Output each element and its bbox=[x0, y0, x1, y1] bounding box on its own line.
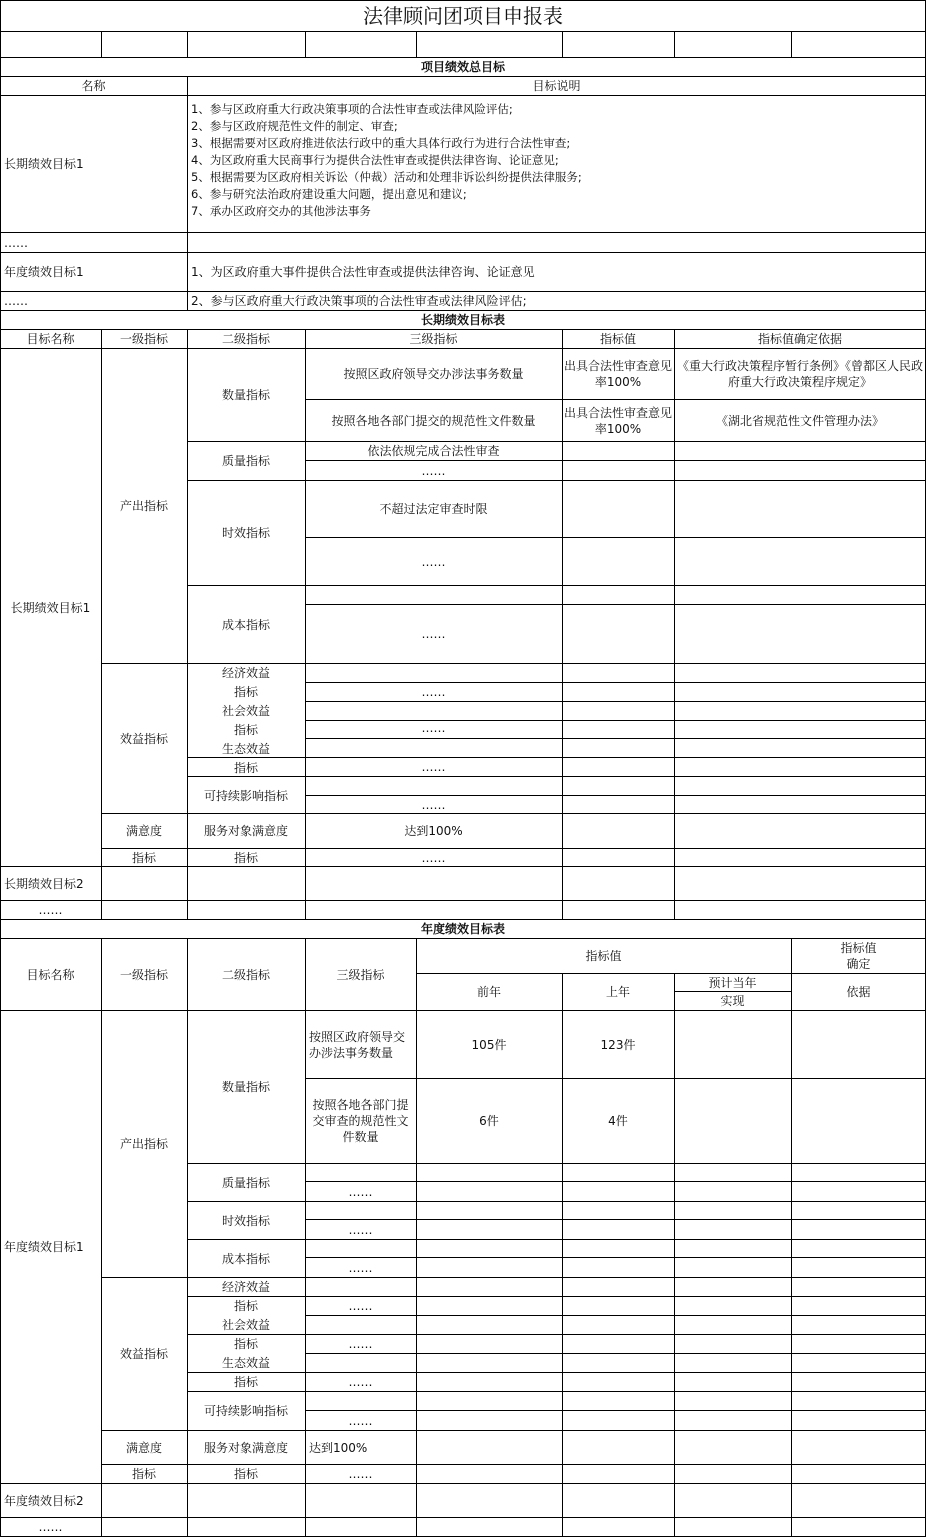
grid-line bbox=[0, 866, 926, 867]
grid-line bbox=[791, 31, 792, 57]
long-social-benefit-2: 指标 bbox=[233, 723, 258, 737]
grid-line bbox=[187, 776, 926, 777]
grid-line bbox=[791, 938, 792, 1537]
annual-service-satisfaction: 服务对象满意度 bbox=[203, 1440, 288, 1455]
annual-quantity-last-1: 123件 bbox=[600, 1037, 636, 1052]
overall-ellipsis-1: …… bbox=[4, 235, 28, 250]
annual-table-title: 年度绩效目标表 bbox=[420, 922, 505, 936]
annual-header-value: 指标值 bbox=[585, 949, 622, 963]
long-social-benefit: 社会效益 bbox=[221, 704, 270, 718]
grid-line bbox=[187, 1334, 926, 1335]
grid-line bbox=[305, 738, 926, 739]
grid-line bbox=[416, 973, 926, 974]
long-satisfaction-ellipsis: …… bbox=[421, 850, 446, 865]
long-goal-ellipsis: …… bbox=[38, 903, 63, 917]
annual-quantity-item-1: 按照区政府领导交办涉法事务数量 bbox=[309, 1029, 406, 1060]
grid-line bbox=[305, 460, 926, 461]
grid-line bbox=[674, 991, 791, 992]
annual-quantity-indicator: 数量指标 bbox=[221, 1080, 270, 1094]
long-service-satisfaction: 服务对象满意度 bbox=[203, 824, 288, 838]
long-header-basis: 指标值确定依据 bbox=[757, 332, 842, 346]
annual-economic-ellipsis: …… bbox=[348, 1299, 373, 1313]
overall-long-label: 长期绩效目标1 bbox=[4, 157, 84, 171]
grid-line bbox=[0, 348, 926, 349]
grid-line bbox=[0, 0, 1, 1537]
overall-long-description bbox=[187, 96, 926, 232]
grid-line bbox=[0, 1483, 926, 1484]
annual-header-basis-line2: 确定 bbox=[846, 957, 871, 971]
grid-line bbox=[101, 663, 926, 664]
grid-line bbox=[187, 1391, 926, 1392]
annual-header-level3: 三级指标 bbox=[336, 967, 385, 982]
grid-line bbox=[305, 682, 926, 683]
overall-col-desc: 目标说明 bbox=[532, 79, 581, 93]
grid-line bbox=[187, 76, 188, 310]
grid-line bbox=[674, 973, 675, 1537]
grid-line bbox=[101, 848, 926, 849]
grid-line bbox=[0, 57, 926, 58]
annual-satisfaction-ellipsis: …… bbox=[348, 1467, 373, 1481]
grid-line bbox=[0, 1517, 926, 1518]
annual-quantity-prev-1: 105件 bbox=[471, 1037, 507, 1052]
grid-line bbox=[187, 938, 188, 1537]
long-quantity-item-2: 按照各地各部门提交的规范性文件数量 bbox=[331, 413, 536, 428]
long-goal-item: 1、参与区政府重大行政决策事项的合法性审查或法律风险评估; bbox=[191, 102, 513, 116]
long-ecological-benefit-2: 指标 bbox=[233, 761, 258, 775]
grid-line bbox=[101, 329, 102, 919]
annual-quantity-last-2: 4件 bbox=[608, 1114, 628, 1128]
long-economic-ellipsis: …… bbox=[421, 685, 446, 699]
grid-line bbox=[101, 938, 102, 1537]
long-satisfaction-indicator: 满意度 bbox=[125, 824, 162, 838]
grid-line bbox=[187, 757, 926, 758]
annual-quality-indicator: 质量指标 bbox=[221, 1175, 270, 1190]
long-goal-item: 5、根据需要为区政府相关诉讼（仲裁）活动和处理非诉讼纠纷提供法律服务; bbox=[191, 170, 582, 184]
long-quantity-value-2: 出具合法性审查意见率100% bbox=[564, 405, 673, 436]
annual-output-indicator: 产出指标 bbox=[119, 1137, 168, 1151]
annual-economic-benefit-2: 指标 bbox=[233, 1299, 258, 1313]
grid-line bbox=[187, 1163, 926, 1164]
grid-line bbox=[0, 252, 926, 253]
grid-line bbox=[305, 795, 926, 796]
long-goal-item: 3、根据需要对区政府推进依法行政中的重大具体行政行为进行合法性审查; bbox=[191, 136, 571, 150]
annual-header-level2: 二级指标 bbox=[221, 967, 270, 982]
grid-line bbox=[0, 76, 926, 77]
grid-line bbox=[305, 720, 926, 721]
grid-line bbox=[305, 329, 306, 919]
grid-line bbox=[562, 973, 563, 1537]
long-header-value: 指标值 bbox=[599, 332, 636, 346]
grid-line bbox=[305, 1257, 926, 1258]
grid-line bbox=[562, 329, 563, 919]
long-timeliness-ellipsis: …… bbox=[421, 554, 446, 569]
annual-goal-2: 年度绩效目标2 bbox=[4, 1493, 84, 1508]
grid-line bbox=[187, 1239, 926, 1240]
long-sustainability-ellipsis: …… bbox=[421, 797, 446, 812]
long-header-level1: 一级指标 bbox=[119, 332, 168, 346]
grid-line bbox=[674, 31, 675, 57]
long-cost-indicator: 成本指标 bbox=[221, 617, 270, 632]
annual-header-expected-2: 实现 bbox=[720, 994, 745, 1008]
overall-annual-item-1: 1、为区政府重大事件提供合法性审查或提供法律咨询、论证意见 bbox=[191, 265, 535, 279]
long-table-title: 长期绩效目标表 bbox=[420, 313, 505, 327]
annual-satisfaction-indicator-2: 指标 bbox=[131, 1467, 156, 1481]
grid-line bbox=[305, 701, 926, 702]
grid-line bbox=[0, 938, 926, 939]
long-quality-indicator: 质量指标 bbox=[221, 454, 270, 468]
grid-line bbox=[305, 1078, 926, 1079]
grid-line bbox=[562, 31, 563, 57]
annual-header-basis bbox=[791, 939, 926, 973]
annual-social-benefit-2: 指标 bbox=[233, 1337, 258, 1351]
annual-header-expected: 预计当年 bbox=[708, 975, 757, 990]
grid-line bbox=[187, 1296, 926, 1297]
long-header-goal: 目标名称 bbox=[26, 332, 75, 346]
grid-line bbox=[305, 1315, 926, 1316]
overall-ellipsis-2: …… bbox=[4, 294, 28, 308]
long-timeliness-item: 不超过法定审查时限 bbox=[379, 502, 488, 516]
long-ecological-ellipsis: …… bbox=[421, 760, 446, 774]
grid-line bbox=[0, 291, 926, 292]
grid-line bbox=[0, 95, 926, 96]
long-header-level3: 三级指标 bbox=[409, 332, 458, 346]
annual-cost-ellipsis: …… bbox=[348, 1260, 373, 1275]
annual-goal-ellipsis: …… bbox=[38, 1520, 63, 1534]
annual-social-benefit: 社会效益 bbox=[221, 1318, 270, 1332]
overall-col-name: 名称 bbox=[81, 79, 106, 93]
long-timeliness-indicator: 时效指标 bbox=[221, 526, 270, 540]
grid-line bbox=[0, 310, 926, 311]
grid-line bbox=[101, 813, 926, 814]
long-goal-1: 长期绩效目标1 bbox=[10, 600, 91, 615]
overall-section-title: 项目绩效总目标 bbox=[420, 60, 505, 74]
annual-social-ellipsis: …… bbox=[348, 1337, 373, 1351]
annual-quantity-item-2: 按照各地各部门提交审查的规范性文件数量 bbox=[312, 1098, 409, 1144]
annual-benefit-indicator: 效益指标 bbox=[119, 1347, 168, 1361]
annual-ecological-benefit-2: 指标 bbox=[233, 1375, 258, 1389]
annual-ecological-benefit: 生态效益 bbox=[221, 1356, 270, 1370]
grid-line bbox=[187, 480, 926, 481]
annual-header-basis-3: 依据 bbox=[846, 985, 871, 999]
long-output-indicator: 产出指标 bbox=[119, 499, 168, 513]
long-social-ellipsis: …… bbox=[421, 721, 446, 735]
long-goal-item: 6、参与研究法治政府建设重大问题，提出意见和建议; bbox=[191, 187, 467, 201]
grid-line bbox=[0, 232, 926, 233]
long-satisfaction-indicator-2: 指标 bbox=[131, 850, 156, 865]
long-service-satisfaction-2: 指标 bbox=[233, 850, 258, 865]
long-ecological-benefit: 生态效益 bbox=[221, 742, 270, 756]
annual-sustainability-indicator: 可持续影响指标 bbox=[203, 1404, 288, 1418]
annual-goal-1: 年度绩效目标1 bbox=[4, 1240, 84, 1254]
long-header-level2: 二级指标 bbox=[221, 332, 270, 346]
grid-line bbox=[305, 1219, 926, 1220]
annual-service-satisfaction-2: 指标 bbox=[233, 1467, 258, 1481]
grid-line bbox=[0, 919, 926, 920]
long-quantity-indicator: 数量指标 bbox=[221, 388, 270, 402]
grid-line bbox=[0, 0, 926, 1]
grid-line bbox=[305, 1410, 926, 1411]
long-satisfaction-value: 达到100% bbox=[404, 824, 463, 838]
long-sustainability-indicator: 可持续影响指标 bbox=[203, 788, 288, 803]
annual-cost-indicator: 成本指标 bbox=[221, 1251, 270, 1266]
annual-header-basis-line1: 指标值 bbox=[840, 941, 877, 955]
grid-line bbox=[674, 329, 675, 919]
grid-line bbox=[101, 1464, 926, 1465]
long-goal-2: 长期绩效目标2 bbox=[4, 876, 84, 891]
grid-line bbox=[416, 31, 417, 57]
annual-sustainability-ellipsis: …… bbox=[348, 1413, 373, 1428]
long-quality-ellipsis: …… bbox=[421, 463, 446, 478]
annual-header-level1: 一级指标 bbox=[119, 967, 168, 982]
grid-line bbox=[187, 441, 926, 442]
annual-quantity-prev-2: 6件 bbox=[479, 1114, 499, 1128]
grid-line bbox=[305, 604, 926, 605]
grid-line bbox=[187, 1372, 926, 1373]
annual-satisfaction-value: 达到100% bbox=[309, 1440, 368, 1455]
annual-timeliness-indicator: 时效指标 bbox=[221, 1213, 270, 1228]
form-title: 法律顾问团项目申报表 bbox=[363, 3, 563, 28]
annual-header-goal: 目标名称 bbox=[26, 967, 75, 982]
annual-header-last-year: 上年 bbox=[605, 985, 630, 999]
grid-line bbox=[305, 31, 306, 57]
annual-ecological-ellipsis: …… bbox=[348, 1375, 373, 1389]
long-goal-item: 2、参与区政府规范性文件的制定、审查; bbox=[191, 119, 398, 133]
grid-line bbox=[187, 31, 188, 57]
grid-line bbox=[0, 1010, 926, 1011]
long-quantity-item-1: 按照区政府领导交办涉法事务数量 bbox=[343, 367, 524, 381]
grid-line bbox=[305, 1353, 926, 1354]
grid-line bbox=[0, 329, 926, 330]
annual-satisfaction-indicator: 满意度 bbox=[125, 1440, 162, 1455]
grid-line bbox=[101, 1277, 926, 1278]
grid-line bbox=[305, 537, 926, 538]
annual-timeliness-ellipsis: …… bbox=[348, 1222, 373, 1237]
long-goal-item: 7、承办区政府交办的其他涉法事务 bbox=[191, 204, 371, 218]
long-goal-item: 4、为区政府重大民商事行为提供合法性审查或提供法律咨询、论证意见; bbox=[191, 153, 559, 167]
grid-line bbox=[101, 1430, 926, 1431]
long-quantity-basis-2: 《湖北省规范性文件管理办法》 bbox=[715, 413, 884, 428]
long-economic-benefit: 经济效益 bbox=[221, 666, 270, 680]
long-cost-ellipsis: …… bbox=[421, 627, 446, 641]
overall-annual-label: 年度绩效目标1 bbox=[4, 265, 84, 279]
annual-quality-ellipsis: …… bbox=[348, 1184, 373, 1199]
overall-annual-item-2: 2、参与区政府重大行政决策事项的合法性审查或法律风险评估; bbox=[191, 294, 527, 308]
grid-line bbox=[187, 585, 926, 586]
annual-header-prev-year: 前年 bbox=[476, 985, 501, 999]
grid-line bbox=[305, 938, 306, 1537]
long-quantity-basis-1: 《重大行政决策程序暂行条例》《曾都区人民政府重大行政决策程序规定》 bbox=[676, 359, 923, 389]
annual-economic-benefit: 经济效益 bbox=[221, 1280, 270, 1294]
grid-line bbox=[305, 399, 926, 400]
grid-line bbox=[305, 1181, 926, 1182]
long-economic-benefit-2: 指标 bbox=[233, 685, 258, 699]
long-benefit-indicator: 效益指标 bbox=[119, 731, 168, 746]
grid-line bbox=[0, 31, 926, 32]
grid-line bbox=[101, 31, 102, 57]
long-quality-item: 依法依规完成合法性审查 bbox=[367, 444, 500, 458]
long-quantity-value-1: 出具合法性审查意见率100% bbox=[564, 359, 673, 389]
grid-line bbox=[0, 900, 926, 901]
grid-line bbox=[187, 329, 188, 919]
grid-line bbox=[416, 938, 417, 1537]
grid-line bbox=[187, 1201, 926, 1202]
